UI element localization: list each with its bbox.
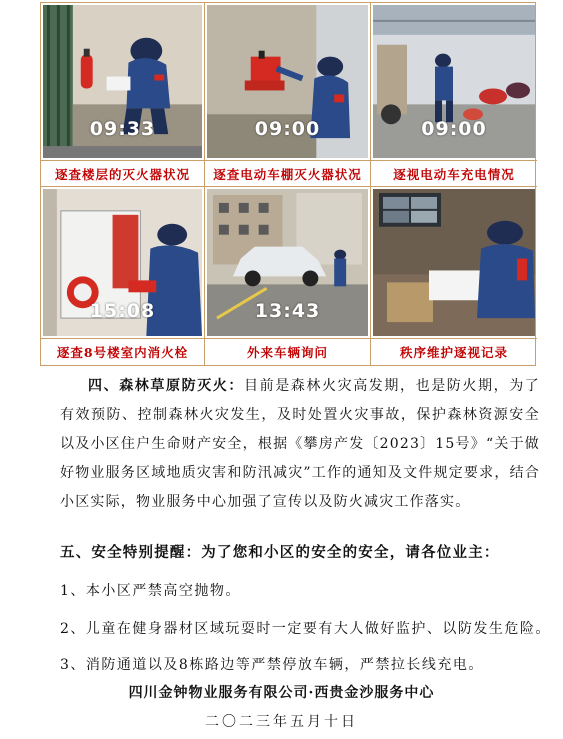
photo-timestamp: 09:33 (89, 118, 156, 140)
reminder-item: 3、消防通道以及8栋路边等严禁停放车辆，严禁拉长线充电。 (60, 657, 484, 673)
photo-cell (371, 187, 537, 339)
signature-org: 四川金钟物业服务有限公司·西贵金沙服务中心 (128, 685, 435, 701)
photo-caption: 秩序维护逐视记录 (399, 345, 508, 360)
photo-caption: 逐查电动车棚灭火器状况 (205, 161, 371, 187)
photo-timestamp: 15:08 (89, 300, 156, 322)
photo-vehicle-inquiry (207, 189, 368, 336)
photo-fire-extinguisher-shed (207, 5, 368, 158)
reminder-item: 1、本小区严禁高空抛物。 (60, 583, 241, 599)
photo-hydrant-building8 (43, 189, 202, 336)
photo-cell (41, 187, 205, 339)
section-5-heading: 五、安全特别提醒：为了您和小区的安全的安全，请各位业主： (60, 544, 500, 561)
photo-caption: 逐查楼层的灭火器状况 (41, 161, 205, 187)
photo-timestamp: 09:00 (421, 118, 487, 140)
photo-ev-charging (373, 5, 535, 158)
photo-grid (40, 2, 536, 366)
section-4-heading: 四、森林草原防灭火： (88, 378, 244, 394)
reminder-item: 2、儿童在健身器材区域玩耍时一定要有大人做好监护、以防发生危险。 (60, 621, 551, 637)
photo-caption: 外来车辆询问 (205, 339, 371, 365)
photo-caption: 逐查8号楼室内消火栓 (41, 339, 205, 365)
signature-date: 二〇二三年五月十日 (205, 714, 358, 730)
photo-cell (205, 3, 371, 161)
photo-cell (371, 3, 537, 161)
section-4-paragraph (60, 372, 540, 517)
section-4-body: 目前是森林火灾高发期，也是防火期，为了有效预防、控制森林火灾发生，及时处置火灾事故，保护森林资源安全以及小区住户生命财产安全，根据《攀房产发〔2023〕15号》“关于做好物业服务区域地质灾害和防汛减灾”工作的通知及文件规定要求，结合小区实际，物业服务中心加强了宣传以及防火减灾工作落实。 (60, 378, 540, 510)
photo-timestamp: 13:43 (254, 300, 321, 322)
photo-cell (205, 187, 371, 339)
photo-fire-extinguisher-floor (43, 5, 202, 158)
photo-patrol-record (373, 189, 535, 336)
photo-cell (41, 3, 205, 161)
photo-timestamp: 09:00 (254, 118, 321, 140)
photo-caption: 逐视电动车充电情况 (371, 161, 537, 187)
